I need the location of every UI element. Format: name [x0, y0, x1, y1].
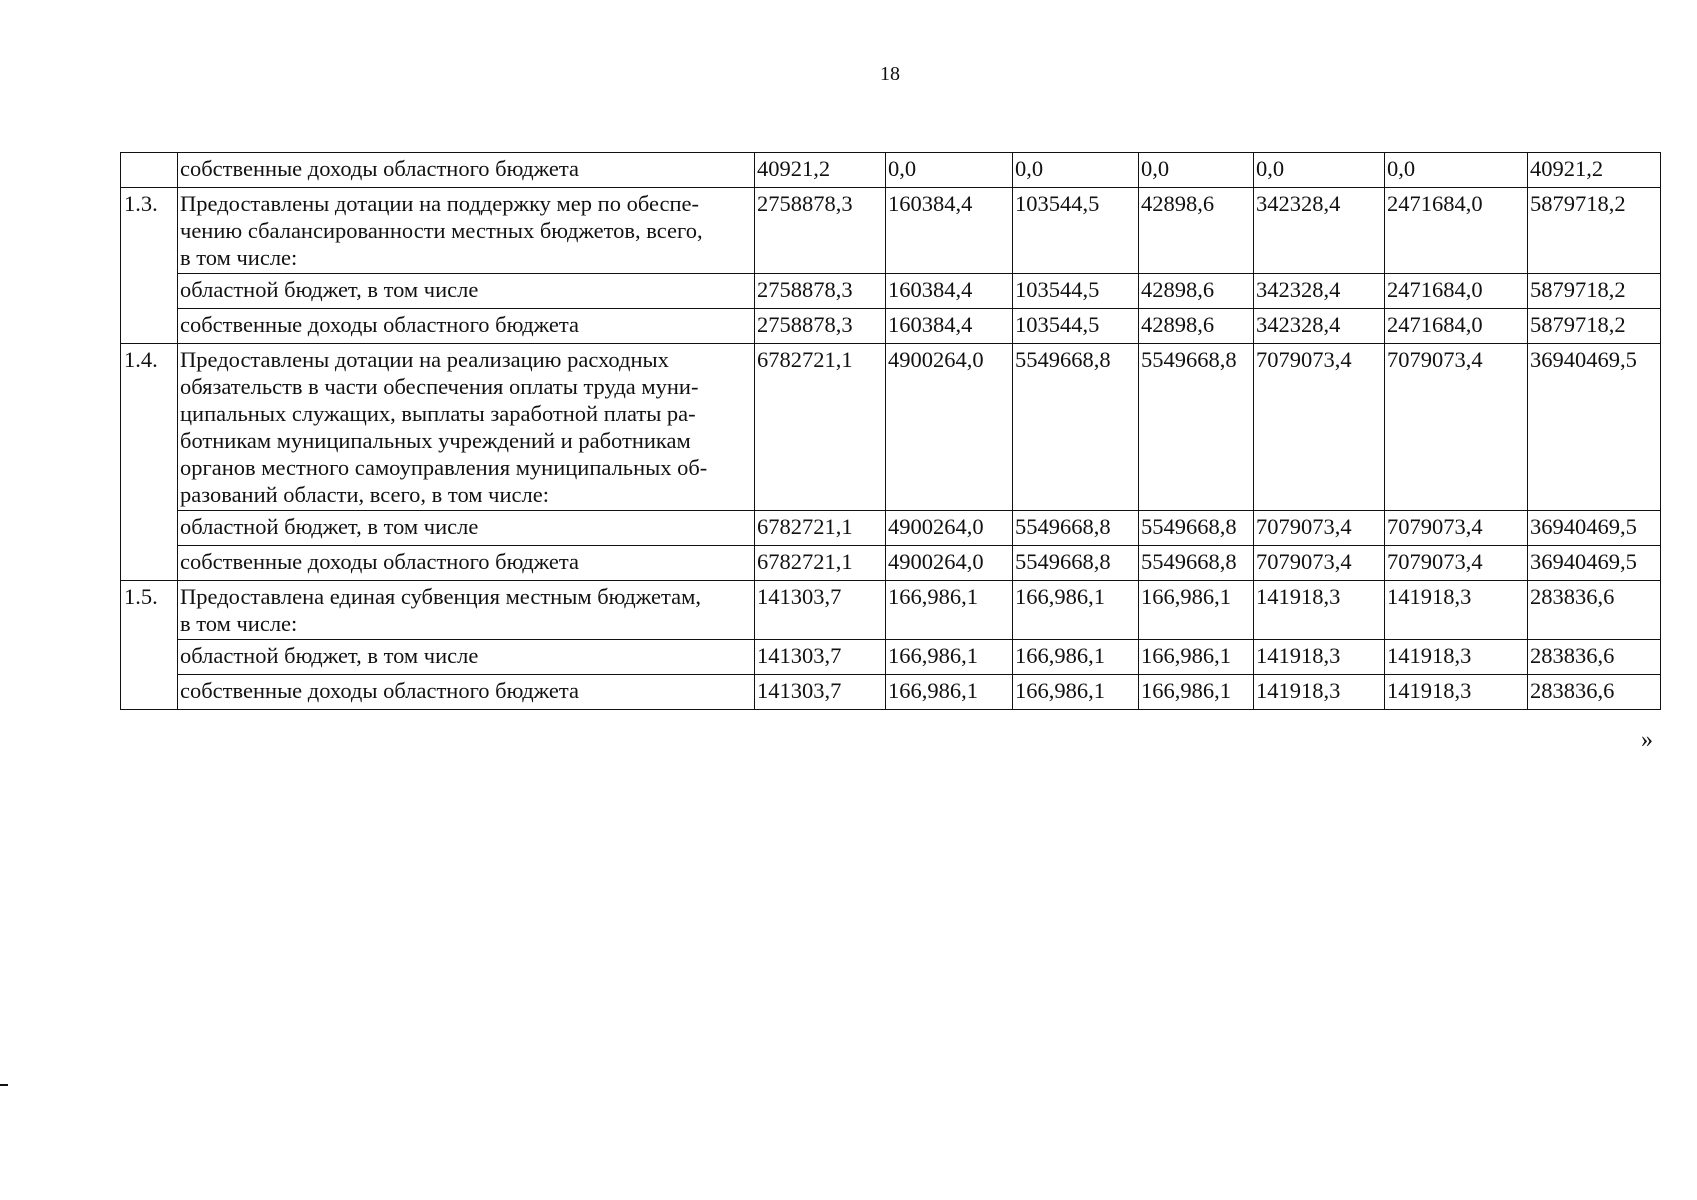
value-cell: 6782721,1: [755, 546, 886, 581]
value-cell: 42898,6: [1139, 274, 1254, 309]
value-cell: 141303,7: [755, 640, 886, 675]
table-row: [121, 546, 1661, 581]
value-cell: 103544,5: [1013, 188, 1139, 274]
row-description: собственные доходы областного бюджета: [178, 675, 755, 710]
row-description: областной бюджет, в том числе: [178, 640, 755, 675]
value-cell: 2758878,3: [755, 274, 886, 309]
value-cell: 283836,6: [1528, 640, 1661, 675]
value-cell: 0,0: [886, 153, 1013, 188]
value-cell: 7079073,4: [1385, 511, 1528, 546]
value-cell: 4900264,0: [886, 344, 1013, 511]
row-description: собственные доходы областного бюджета: [178, 153, 755, 188]
value-cell: 6782721,1: [755, 344, 886, 511]
value-cell: 0,0: [1013, 153, 1139, 188]
value-cell: 342328,4: [1254, 274, 1385, 309]
row-index: 1.5.: [121, 581, 178, 710]
table-row: [121, 274, 1661, 309]
row-description: собственные доходы областного бюджета: [178, 546, 755, 581]
value-cell: 283836,6: [1528, 675, 1661, 710]
value-cell: 166,986,1: [1013, 675, 1139, 710]
value-cell: 5879718,2: [1528, 309, 1661, 344]
value-cell: 160384,4: [886, 188, 1013, 274]
value-cell: 160384,4: [886, 274, 1013, 309]
row-description: Предоставлена единая субвенция местным бюджетам, в том числе:: [178, 581, 755, 640]
row-description: областной бюджет, в том числе: [178, 511, 755, 546]
value-cell: 5549668,8: [1139, 344, 1254, 511]
page-number: 18: [880, 63, 900, 85]
value-cell: 0,0: [1139, 153, 1254, 188]
value-cell: 4900264,0: [886, 511, 1013, 546]
value-cell: 166,986,1: [886, 675, 1013, 710]
value-cell: 166,986,1: [1139, 640, 1254, 675]
value-cell: 5549668,8: [1013, 344, 1139, 511]
closing-quote-mark: »: [1641, 727, 1653, 753]
value-cell: 5549668,8: [1013, 546, 1139, 581]
margin-tick-mark: [0, 1084, 8, 1086]
value-cell: 2758878,3: [755, 309, 886, 344]
value-cell: 5549668,8: [1139, 546, 1254, 581]
value-cell: 5549668,8: [1013, 511, 1139, 546]
value-cell: 2471684,0: [1385, 274, 1528, 309]
table-row: [121, 640, 1661, 675]
row-index: [121, 153, 178, 188]
value-cell: 141918,3: [1385, 581, 1528, 640]
value-cell: 36940469,5: [1528, 344, 1661, 511]
value-cell: 160384,4: [886, 309, 1013, 344]
value-cell: 42898,6: [1139, 188, 1254, 274]
value-cell: 5879718,2: [1528, 274, 1661, 309]
value-cell: 6782721,1: [755, 511, 886, 546]
value-cell: 141918,3: [1385, 675, 1528, 710]
value-cell: 40921,2: [755, 153, 886, 188]
value-cell: 166,986,1: [1139, 581, 1254, 640]
budget-table: [120, 152, 1661, 710]
value-cell: 2471684,0: [1385, 309, 1528, 344]
row-index: 1.3.: [121, 188, 178, 344]
value-cell: 7079073,4: [1254, 511, 1385, 546]
value-cell: 7079073,4: [1254, 344, 1385, 511]
value-cell: 4900264,0: [886, 546, 1013, 581]
value-cell: 166,986,1: [886, 640, 1013, 675]
value-cell: 141918,3: [1254, 675, 1385, 710]
row-description: Предоставлены дотации на поддержку мер по обеспе- чению сбалансированности местных бюджетов, всего, в том числе:: [178, 188, 755, 274]
value-cell: 166,986,1: [1139, 675, 1254, 710]
value-cell: 141918,3: [1254, 640, 1385, 675]
value-cell: 2758878,3: [755, 188, 886, 274]
value-cell: 141303,7: [755, 675, 886, 710]
value-cell: 166,986,1: [1013, 581, 1139, 640]
value-cell: 103544,5: [1013, 274, 1139, 309]
table-row: [121, 309, 1661, 344]
value-cell: 5879718,2: [1528, 188, 1661, 274]
value-cell: 36940469,5: [1528, 511, 1661, 546]
value-cell: 141918,3: [1385, 640, 1528, 675]
value-cell: 7079073,4: [1254, 546, 1385, 581]
value-cell: 7079073,4: [1385, 344, 1528, 511]
table-row: [121, 581, 1661, 640]
value-cell: 103544,5: [1013, 309, 1139, 344]
table-row: [121, 153, 1661, 188]
value-cell: 166,986,1: [1013, 640, 1139, 675]
value-cell: 40921,2: [1528, 153, 1661, 188]
value-cell: 166,986,1: [886, 581, 1013, 640]
value-cell: 2471684,0: [1385, 188, 1528, 274]
table-row: [121, 511, 1661, 546]
value-cell: 283836,6: [1528, 581, 1661, 640]
table-row: [121, 188, 1661, 274]
value-cell: 141303,7: [755, 581, 886, 640]
row-index: 1.4.: [121, 344, 178, 581]
value-cell: 0,0: [1385, 153, 1528, 188]
value-cell: 342328,4: [1254, 309, 1385, 344]
value-cell: 7079073,4: [1385, 546, 1528, 581]
value-cell: 5549668,8: [1139, 511, 1254, 546]
value-cell: 36940469,5: [1528, 546, 1661, 581]
value-cell: 42898,6: [1139, 309, 1254, 344]
row-description: собственные доходы областного бюджета: [178, 309, 755, 344]
value-cell: 342328,4: [1254, 188, 1385, 274]
table-row: [121, 675, 1661, 710]
table-row: [121, 344, 1661, 511]
value-cell: 0,0: [1254, 153, 1385, 188]
row-description: областной бюджет, в том числе: [178, 274, 755, 309]
row-description: Предоставлены дотации на реализацию расходных обязательств в части обеспечения оплаты труда муни- ципальных служащих, выплаты заработной платы ра- ботникам муниципальных учреждений и работникам органов местного самоуправления муниципальных об- разований области, всего, в том числе:: [178, 344, 755, 511]
value-cell: 141918,3: [1254, 581, 1385, 640]
